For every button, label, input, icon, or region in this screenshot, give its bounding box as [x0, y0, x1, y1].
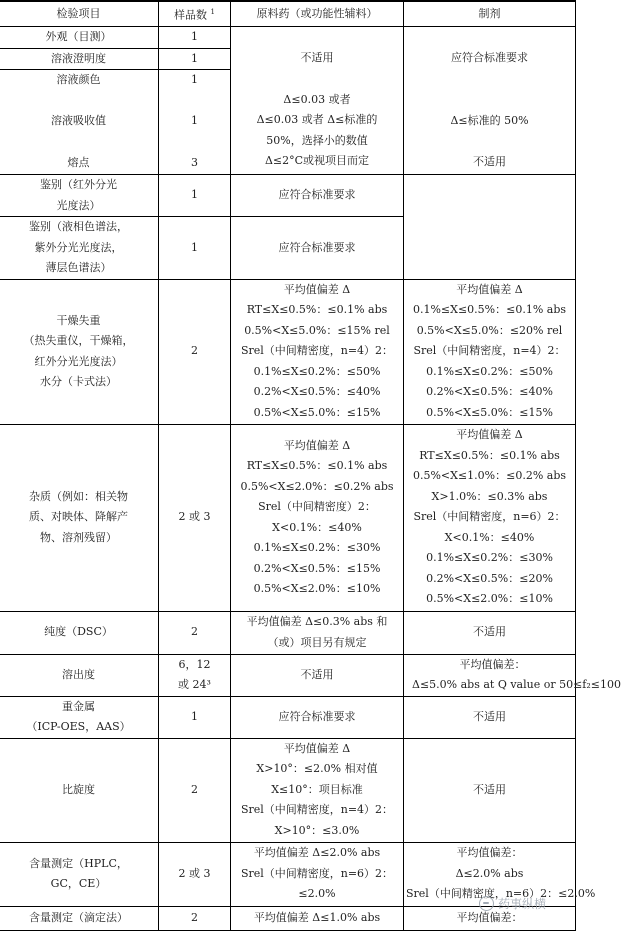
api-imp-line4: Srel（中间精密度）2：: [258, 500, 376, 514]
item-identification-ir: [0, 175, 159, 217]
product-assay-line1: 平均值偏差：: [456, 846, 523, 860]
api-rot-line3: X≤10°：项目标准: [271, 782, 363, 796]
api-dsc-criteria: [231, 611, 404, 654]
item-loss-line4: 水分（卡式法）: [40, 375, 117, 389]
api-imp-line6: 0.1%≤X≤0.2%：≤30%: [253, 541, 381, 555]
samples-chrom: 1: [159, 217, 231, 280]
product-loss-line5: 0.1%≤X≤0.2%：≤50%: [426, 364, 553, 378]
item-impurities: [0, 424, 159, 611]
product-melting-na: 不适用: [473, 155, 506, 169]
item-assay-line2: GC，CE）: [50, 877, 107, 891]
samples-ir: 1: [159, 175, 231, 217]
api-loss-line7: 0.5%<X≤5.0%：≤15%: [253, 405, 381, 419]
item-impurities-line1: 杂质（例如：相关物: [29, 489, 128, 503]
api-imp-line1: 平均值偏差 Δ: [283, 438, 351, 452]
product-impurities-criteria: [404, 424, 576, 611]
item-melting: 熔点: [0, 153, 159, 175]
product-loss-line1: 平均值偏差 Δ: [456, 282, 523, 296]
api-heavy-metals: 应符合标准要求: [231, 696, 404, 738]
item-loss-line2: （热失重仪，干燥箱，: [23, 334, 134, 348]
samples-color: 1: [159, 70, 231, 91]
product-imp-line6: X<0.1%：≤40%: [444, 530, 535, 544]
item-heavy-metals: [0, 696, 159, 738]
product-assay-line2: Δ≤2.0% abs: [455, 866, 524, 880]
item-clarity: 溶液澄明度: [0, 48, 159, 70]
product-assay-line3: Srel（中间精密度，n=6）2：≤2.0%: [406, 887, 596, 901]
item-ir-line2: 光度法）: [56, 198, 101, 212]
samples-dissolution-line1: 6，12: [178, 657, 211, 671]
api-imp-line7: 0.2%<X≤0.5%：≤15%: [253, 561, 381, 575]
header-product: [404, 1, 576, 27]
samples-dsc: 2: [159, 611, 231, 654]
item-chrom-line3: 薄层色谱法）: [45, 261, 112, 275]
samples-clarity: 1: [159, 48, 231, 70]
item-ir-line1: 鉴别（红外分光: [40, 178, 117, 192]
samples-dissolution-line2: 或 24³: [178, 678, 211, 692]
item-impurities-line2: 质、对映体、降解产: [29, 510, 128, 524]
item-assay-titration: 含量测定（滴定法）: [0, 906, 159, 930]
product-heavy-metals: 不适用: [404, 696, 576, 738]
api-imp-line8: 0.5%<X≤2.0%：≤10%: [253, 582, 381, 596]
samples-rotation: 2: [159, 738, 231, 842]
api-dissolution: 不适用: [231, 654, 404, 696]
item-purity-dsc: 纯度（DSC）: [0, 611, 159, 654]
item-assay-line1: 含量测定（HPLC，: [29, 856, 128, 870]
item-hm-line1: 重金属: [62, 699, 95, 713]
api-ir: 应符合标准要求: [231, 175, 404, 217]
header-api: [231, 1, 404, 27]
header-item: [0, 1, 159, 27]
product-imp-line2: RT≤X≤0.5%：≤0.1% abs: [419, 448, 560, 462]
api-loss-line2: RT≤X≤0.5%：≤0.1% abs: [246, 303, 388, 317]
product-meets-spec: 应符合标准要求: [451, 51, 528, 65]
header-api-text: 原料药（或功能性辅料）: [256, 6, 378, 20]
api-not-applicable: 不适用: [300, 51, 334, 65]
table-row: [0, 175, 576, 217]
product-dissolution-criteria: [404, 654, 621, 696]
product-dsc: 不适用: [404, 611, 576, 654]
samples-impurities: 2 或 3: [159, 424, 231, 611]
item-chrom-line1: 鉴别（液相色谱法，: [29, 220, 128, 234]
api-assay-line3: ≤2.0%: [298, 887, 336, 901]
item-identification-chrom: [0, 217, 159, 280]
product-imp-line7: 0.1%≤X≤0.2%：≤30%: [426, 551, 553, 565]
samples-heavy-metals: 1: [159, 696, 231, 738]
api-assay-line1: 平均值偏差 Δ≤2.0% abs: [253, 846, 381, 860]
watermark: [479, 895, 546, 912]
item-loss-line3: 红外分光光度法）: [34, 354, 123, 368]
table-row: [0, 696, 576, 738]
api-dsc-line1: 平均值偏差 Δ≤0.3% abs 和: [246, 615, 388, 629]
product-identification: [404, 175, 576, 280]
header-product-text: 制剂: [478, 6, 501, 20]
product-imp-line3: 0.5%<X≤1.0%：≤0.2% abs: [412, 469, 567, 483]
product-group1-criteria: [404, 27, 576, 175]
samples-assay: 2 或 3: [159, 842, 231, 906]
product-imp-line5: Srel（中间精密度，n=6）2：: [413, 510, 566, 524]
api-absorbance-line1: Δ≤0.03 或者: [283, 92, 351, 106]
item-color: 溶液颜色: [0, 70, 159, 91]
product-loss-line3: 0.5%<X≤5.0%：≤20% rel: [416, 323, 563, 337]
api-assay-line2: Srel（中间精密度，n=6）2：: [240, 866, 394, 880]
api-titration: 平均值偏差 Δ≤1.0% abs: [231, 906, 404, 930]
api-imp-line2: RT≤X≤0.5%：≤0.1% abs: [246, 459, 388, 473]
api-loss-line4: Srel（中间精密度，n=4）2：: [240, 344, 394, 358]
table-row: [0, 27, 576, 49]
api-imp-line5: X<0.1%：≤40%: [272, 520, 362, 534]
header-samples-text: 样品数: [174, 8, 208, 22]
product-loss-line6: 0.2%<X≤0.5%：≤40%: [426, 385, 553, 399]
table-row: [0, 738, 576, 842]
api-loss-line1: 平均值偏差 Δ: [283, 282, 351, 296]
product-diss-line2: Δ≤5.0% abs at Q value or 50≤f₂≤100: [412, 678, 621, 692]
api-loss-line3: 0.5%<X≤5.0%：≤15% rel: [244, 323, 390, 337]
wechat-icon: [479, 896, 494, 911]
header-row: [0, 1, 576, 27]
samples-dissolution: [159, 654, 231, 696]
product-rotation: 不适用: [404, 738, 576, 842]
item-loss-line1: 干燥失重: [56, 313, 101, 327]
item-chrom-line2: 紫外分光光度法，: [34, 240, 123, 254]
api-rot-line5: X>10°：≤3.0%: [274, 823, 360, 837]
table-row: [0, 424, 576, 611]
product-imp-line8: 0.2%<X≤0.5%：≤20%: [426, 571, 553, 585]
product-loss-criteria: [404, 279, 576, 424]
product-imp-line1: 平均值偏差 Δ: [456, 428, 523, 442]
api-loss-line5: 0.1%≤X≤0.2%：≤50%: [253, 364, 381, 378]
api-melting-criteria: Δ≤2°C或视项目而定: [264, 154, 370, 168]
api-imp-line3: 0.5%<X≤2.0%：≤0.2% abs: [240, 479, 394, 493]
item-loss-on-drying: [0, 279, 159, 424]
product-loss-line4: Srel（中间精密度，n=4）2：: [413, 344, 566, 358]
product-titration: 平均值偏差：: [404, 906, 576, 930]
samples-melting: 3: [159, 153, 231, 175]
item-impurities-line3: 物、溶剂残留）: [40, 530, 117, 544]
table-row: [0, 611, 576, 654]
header-item-text: 检验项目: [56, 6, 101, 20]
api-group1-criteria: [231, 27, 404, 175]
product-loss-line2: 0.1%≤X≤0.5%：≤0.1% abs: [412, 303, 567, 317]
item-dissolution: 溶出度: [0, 654, 159, 696]
api-absorbance-line3: 50%，选择小的数值: [266, 133, 368, 147]
samples-titration: 2: [159, 906, 231, 930]
samples-absorbance: 1: [159, 91, 231, 153]
product-absorbance-criteria: Δ≤标准的 50%: [450, 113, 529, 127]
api-rot-line4: Srel（中间精密度，n=4）2：: [240, 803, 394, 817]
api-loss-criteria: [231, 279, 404, 424]
product-imp-line4: X>1.0%：≤0.3% abs: [431, 489, 548, 503]
watermark-text: 药事纵横: [497, 897, 546, 911]
samples-appearance: 1: [159, 27, 231, 49]
item-appearance: 外观（目测）: [0, 27, 159, 49]
api-impurities-criteria: [231, 424, 404, 611]
api-loss-line6: 0.2%<X≤0.5%：≤40%: [253, 385, 381, 399]
api-rot-line1: 平均值偏差 Δ: [283, 741, 351, 755]
samples-loss: 2: [159, 279, 231, 424]
table-row: [0, 279, 576, 424]
item-hm-line2: （ICP-OES，AAS）: [26, 720, 131, 734]
product-loss-line7: 0.5%<X≤5.0%：≤15%: [426, 405, 553, 419]
product-diss-line1: 平均值偏差：: [459, 657, 526, 671]
header-samples: [159, 1, 231, 27]
item-absorbance: 溶液吸收值: [0, 91, 159, 153]
api-absorbance-line2: Δ≤0.03 或者 Δ≤标准的: [256, 113, 378, 127]
table-row: [0, 654, 576, 696]
api-rot-line2: X>10°：≤2.0% 相对值: [256, 762, 378, 776]
item-optical-rotation: 比旋度: [0, 738, 159, 842]
product-imp-line9: 0.5%<X≤2.0%：≤10%: [426, 592, 553, 606]
api-chrom: 应符合标准要求: [231, 217, 404, 280]
item-assay-chrom: [0, 842, 159, 906]
api-rotation-criteria: [231, 738, 404, 842]
api-dsc-line2: （或）项目另有规定: [267, 635, 367, 649]
header-samples-footnote: 1: [210, 8, 215, 16]
api-assay-criteria: [231, 842, 404, 906]
